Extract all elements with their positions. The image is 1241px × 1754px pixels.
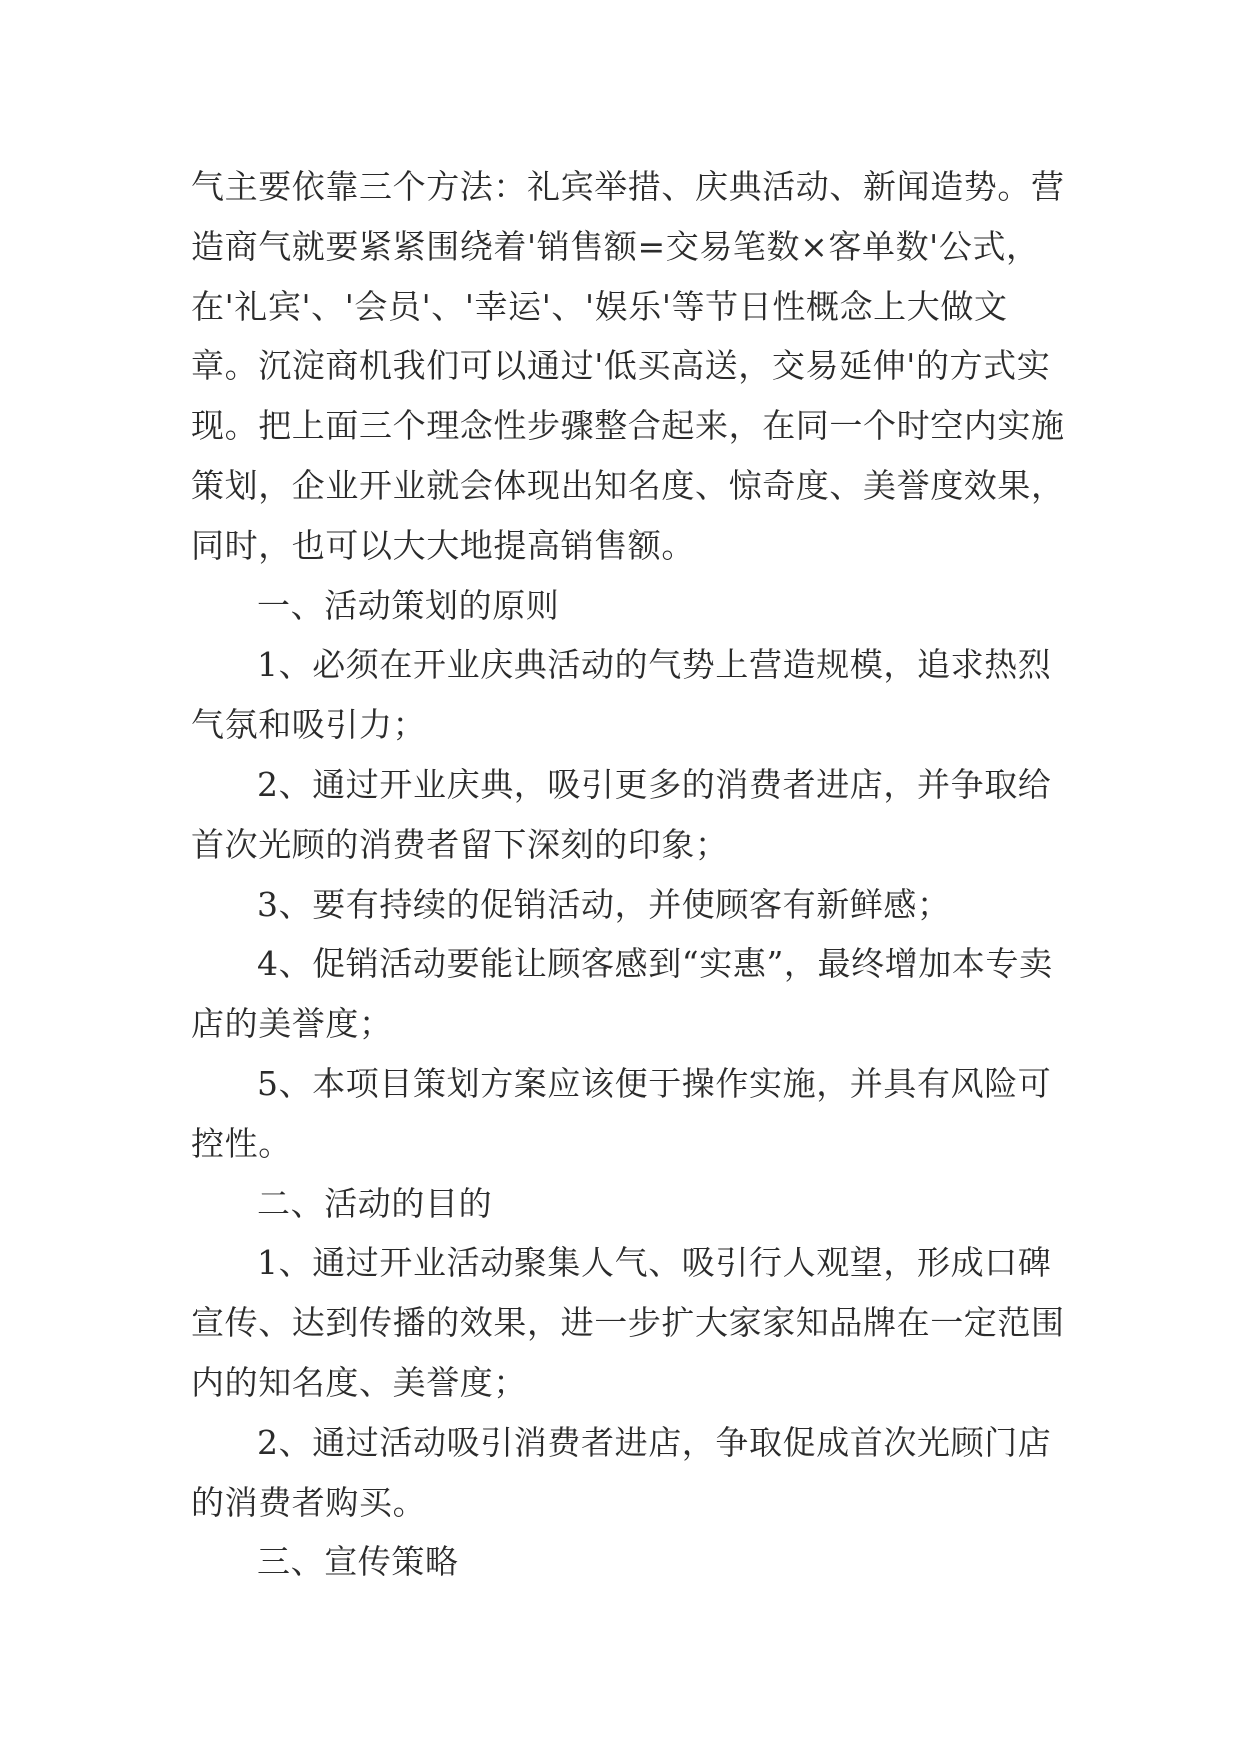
text-line: 1、必须在开业庆典活动的气势上营造规模，追求热烈 (257, 645, 1052, 685)
text-line: 1、通过开业活动聚集人气、吸引行人观望，形成口碑 (257, 1243, 1052, 1283)
text-line: 在'礼宾'、'会员'、'幸运'、'娱乐'等节日性概念上大做文 (191, 286, 1008, 326)
text-line: 造商气就要紧紧围绕着'销售额=交易笔数×客单数'公式， (191, 226, 1040, 266)
text-line: 气氛和吸引力； (191, 705, 427, 745)
text-line: 气主要依靠三个方法：礼宾举措、庆典活动、新闻造势。营 (191, 167, 1065, 206)
text-line: 同时，也可以大大地提高销售额。 (191, 525, 695, 565)
text-line: 的消费者购买。 (191, 1482, 427, 1522)
text-line: 2、通过开业庆典，吸引更多的消费者进店，并争取给 (257, 764, 1052, 804)
text-line: 4、促销活动要能让顾客感到“实惠”，最终增加本专卖 (257, 944, 1053, 984)
text-line: 宣传、达到传播的效果，进一步扩大家家知品牌在一定范围 (191, 1303, 1065, 1343)
text-line: 现。把上面三个理念性步骤整合起来，在同一个时空内实施 (191, 406, 1065, 446)
text-line: 2、通过活动吸引消费者进店，争取促成首次光顾门店 (257, 1422, 1052, 1462)
text-line: 3、要有持续的促销活动，并使顾客有新鲜感； (257, 884, 951, 924)
document-body (191, 157, 1065, 1592)
text-line: 首次光顾的消费者留下深刻的印象； (191, 824, 729, 864)
text-line: 策划，企业开业就会体现出知名度、惊奇度、美誉度效果， (191, 465, 1065, 505)
text-line: 店的美誉度； (191, 1004, 393, 1044)
text-line: 一、活动策划的原则 (257, 585, 560, 625)
text-line: 二、活动的目的 (257, 1183, 493, 1223)
text-line: 5、本项目策划方案应该便于操作实施，并具有风险可 (257, 1063, 1052, 1103)
text-line: 章。沉淀商机我们可以通过'低买高送，交易延伸'的方式实 (191, 346, 1051, 386)
text-line: 控性。 (191, 1123, 292, 1163)
text-line: 三、宣传策略 (257, 1542, 459, 1582)
text-line: 内的知名度、美誉度； (191, 1362, 527, 1402)
